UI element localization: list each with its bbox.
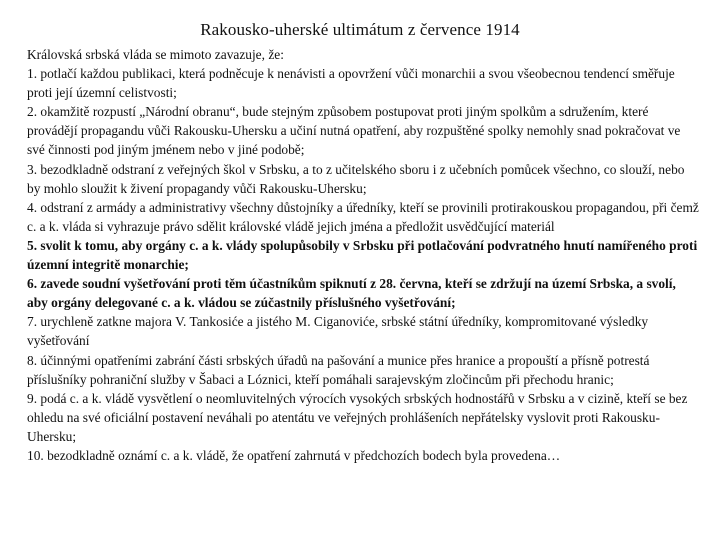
point-5: 5. svolit k tomu, aby orgány c. a k. vlády spolupůsobily v Srbsku při potlačování podvratného hnutí namířeného proti územní integritě monarchie;: [27, 237, 698, 273]
point-3: 3. bezodkladně odstraní z veřejných škol v Srbsku, a to z učitelského sboru i z učebních pomůcek všechno, co slouží, nebo by mohlo sloužit k živení propagandy vůči Rakousku-Uhersku;: [27, 161, 685, 196]
point-1: 1. potlačí každou publikaci, která podněcuje k nenávisti a opovržení vůči monarchii a svou všeobecnou tendencí směřuje proti její územní celistvosti;: [27, 66, 675, 101]
document-body: [27, 45, 699, 465]
point-4: 4. odstraní z armády a administrativy všechny důstojníky a úředníky, kteří se provinili protirakouskou propagandou, při čemž c. a k. vláda si vyhrazuje právo sdělit královské vládě jejich jména a předložit usvědčující materiál: [27, 199, 699, 234]
intro-text: Královská srbská vláda se mimoto zavazuje, že:: [27, 47, 284, 62]
page-title: Rakousko-uherské ultimátum z července 1914: [200, 20, 520, 39]
point-2: 2. okamžitě rozpustí „Národní obranu“, bude stejným způsobem postupovat proti jiným spolkům a sdružením, které provádějí propagandu vůči Rakousku-Uhersku a učiní nutná opatření, aby rozpuštěné spolky nemohly snad pokračovat ve své činnosti pod jiným jménem nebo v jiné podobě;: [27, 104, 681, 158]
point-9: 9. podá c. a k. vládě vysvětlení o neomluvitelných výrocích vysokých srbských hodnostářů v Srbsku a v cizině, kteří se bez ohledu na své oficiální postavení neváhali po atentátu ve veřejných prohlášeních nepřátelsky vyslovit proti Rakousku-Uhersku;: [27, 390, 688, 444]
point-6: 6. zavede soudní vyšetřování proti těm účastníkům spiknutí z 28. června, kteří se zdržují na území Srbska, a svolí, aby orgány delegované c. a k. vládou se zúčastnily příslušného vyšetřování;: [27, 276, 676, 311]
point-7: 7. urychleně zatkne majora V. Tankosiće a jistého M. Ciganoviće, srbské státní úředníky, kompromitované výsledky vyšetřování: [27, 314, 649, 349]
point-8: 8. účinnými opatřeními zabrání části srbských úřadů na pašování a munice přes hranice a propouští a přísně potrestá příslušníky pohraniční služby v Šabaci a Lóznici, kteří pomáhali sarajevským zločincům při přechodu hranic;: [27, 352, 650, 387]
point-10: 10. bezodkladně oznámí c. a k. vládě, že opatření zahrnutá v předchozích bodech byla provedena…: [27, 447, 561, 463]
